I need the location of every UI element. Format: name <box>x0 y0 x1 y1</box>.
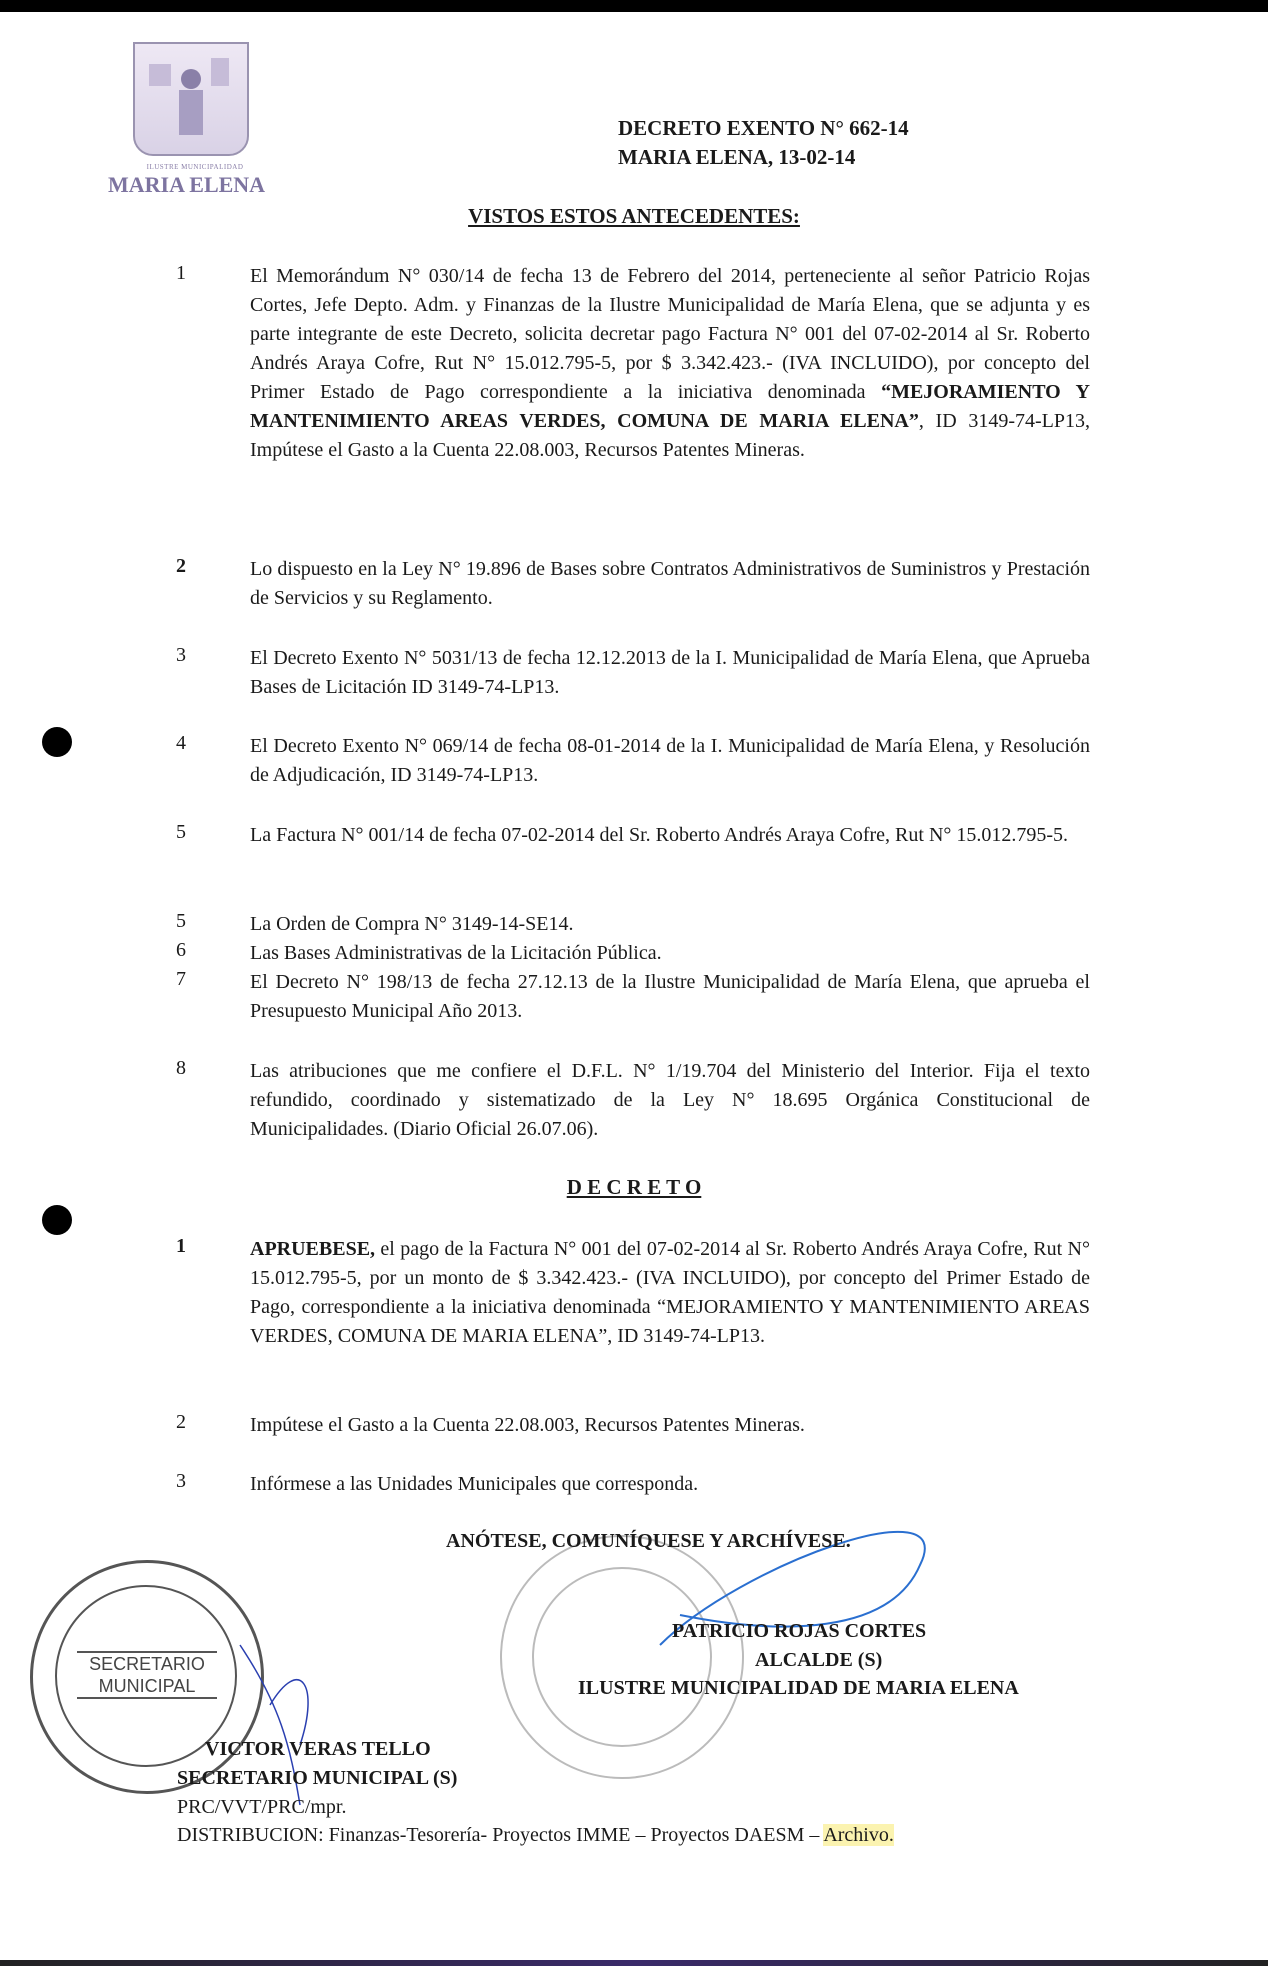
vistos-item: La Orden de Compra N° 3149-14-SE14. <box>250 913 574 935</box>
item-number: 7 <box>176 968 186 990</box>
vistos-item: El Decreto N° 198/13 de fecha 27.12.13 de la Ilustre Municipalidad de María Elena, que aprueba el Presupuesto Municipal Año 2013. <box>250 971 1090 1022</box>
punch-hole <box>42 727 72 757</box>
approve-keyword: APRUEBESE, <box>250 1238 376 1260</box>
decreto-title: D E C R E T O <box>566 1175 702 1199</box>
item-number: 6 <box>176 939 186 961</box>
vistos-item <box>250 262 1090 465</box>
punch-hole <box>42 1205 72 1235</box>
vistos-item: Las atribuciones que me confiere el D.F.L. N° 1/19.704 del Ministerio del Interior. Fija el texto refundido, coordinado y sistematizado de la Ley N° 18.695 Orgánica Constitucional de Municipalidades. (Diario Oficial 26.07.06). <box>250 1060 1090 1140</box>
vistos-item: El Decreto Exento N° 069/14 de fecha 08-01-2014 de la I. Municipalidad de María Elena, y Resolución de Adjudicación, ID 3149-74-LP13. <box>250 735 1090 786</box>
stamp-center-text: SECRETARIO MUNICIPAL <box>77 1651 217 1699</box>
item-text: el pago de la Factura N° 001 del 07-02-2014 al Sr. Roberto Andrés Araya Cofre, Rut N° 15.012.795-5, por un monto de $ 3.342.423.- (IVA INCLUIDO), por concepto del Primer Estado de Pago, correspondiente a la iniciativa denominada “MEJORAMIENTO Y MANTENIMIENTO AREAS VERDES, COMUNA DE MARIA ELENA”, ID 3149-74-LP13. <box>250 1238 1090 1347</box>
secretary-role: SECRETARIO MUNICIPAL (S) <box>177 1767 458 1789</box>
item-number: 8 <box>176 1057 186 1079</box>
item-number: 1 <box>176 262 186 284</box>
item-number: 1 <box>176 1235 186 1257</box>
scan-top-border <box>0 0 1268 12</box>
item-number: 5 <box>176 821 186 843</box>
item-number: 4 <box>176 732 186 754</box>
logo-caption: ILUSTRE MUNICIPALIDAD <box>146 163 244 171</box>
mayor-role: ALCALDE (S) <box>755 1649 883 1671</box>
distribution-text: DISTRIBUCION: Finanzas-Tesorería- Proyectos IMME – Proyectos DAESM – <box>177 1824 824 1846</box>
decreto-item: Infórmese a las Unidades Municipales que corresponda. <box>250 1473 699 1495</box>
distribution-archive: Archivo. <box>823 1824 894 1846</box>
decreto-item <box>250 1235 1090 1351</box>
initials: PRC/VVT/PRC/mpr. <box>177 1796 347 1818</box>
project-name: “MEJORAMIENTO Y MANTENIMIENTO AREAS VERDES, COMUNA DE MARIA ELENA” <box>250 381 1091 432</box>
vistos-item: El Decreto Exento N° 5031/13 de fecha 12.12.2013 de la I. Municipalidad de María Elena, que Aprueba Bases de Licitación ID 3149-74-LP13. <box>250 647 1090 698</box>
item-text: El Memorándum N° 030/14 de fecha 13 de Febrero del 2014, perteneciente al señor Patricio Rojas Cortes, Jefe Depto. Adm. y Finanzas de la Ilustre Municipalidad de María Elena, que se adjunta y es parte integrante de este Decreto, solicita decretar pago Factura N° 001 del 07-02-2014 al Sr. Roberto Andrés Araya Cofre, Rut N° 15.012.795-5, por $ 3.342.423.- (IVA INCLUIDO), por concepto del Primer Estado de Pago correspondiente a la iniciativa denominada <box>250 265 1090 403</box>
logo-name: MARIA ELENA <box>108 172 266 197</box>
item-text: , ID 3149-74-LP13, Impútese el Gasto a la Cuenta 22.08.003, Recursos Patentes Mineras. <box>250 410 1090 461</box>
item-number: 2 <box>176 1411 186 1433</box>
closing-formula: ANÓTESE, COMUNÍQUESE Y ARCHÍVESE. <box>446 1530 851 1552</box>
item-number: 3 <box>176 1470 186 1492</box>
mayor-name: PATRICIO ROJAS CORTES <box>672 1620 927 1642</box>
vistos-item: Las Bases Administrativas de la Licitación Pública. <box>250 942 662 964</box>
vistos-item: La Factura N° 001/14 de fecha 07-02-2014 del Sr. Roberto Andrés Araya Cofre, Rut N° 15.012.795-5. <box>250 824 1069 846</box>
item-number: 2 <box>176 555 186 577</box>
vistos-item: Lo dispuesto en la Ley N° 19.896 de Bases sobre Contratos Administrativos de Suministros y Prestación de Servicios y su Reglamento. <box>250 558 1090 609</box>
decreto-item: Impútese el Gasto a la Cuenta 22.08.003, Recursos Patentes Mineras. <box>250 1414 805 1436</box>
distribution <box>177 1824 894 1847</box>
item-number: 3 <box>176 644 186 666</box>
place-date: MARIA ELENA, 13-02-14 <box>618 145 856 169</box>
decree-number: DECRETO EXENTO N° 662-14 <box>618 116 909 140</box>
mayor-organization: ILUSTRE MUNICIPALIDAD DE MARIA ELENA <box>578 1677 1019 1699</box>
item-number: 5 <box>176 910 186 932</box>
municipality-logo <box>133 42 249 156</box>
scan-bottom-border <box>0 1960 1268 1966</box>
vistos-title: VISTOS ESTOS ANTECEDENTES: <box>468 204 800 228</box>
secretary-name: VICTOR VERAS TELLO <box>205 1738 431 1760</box>
